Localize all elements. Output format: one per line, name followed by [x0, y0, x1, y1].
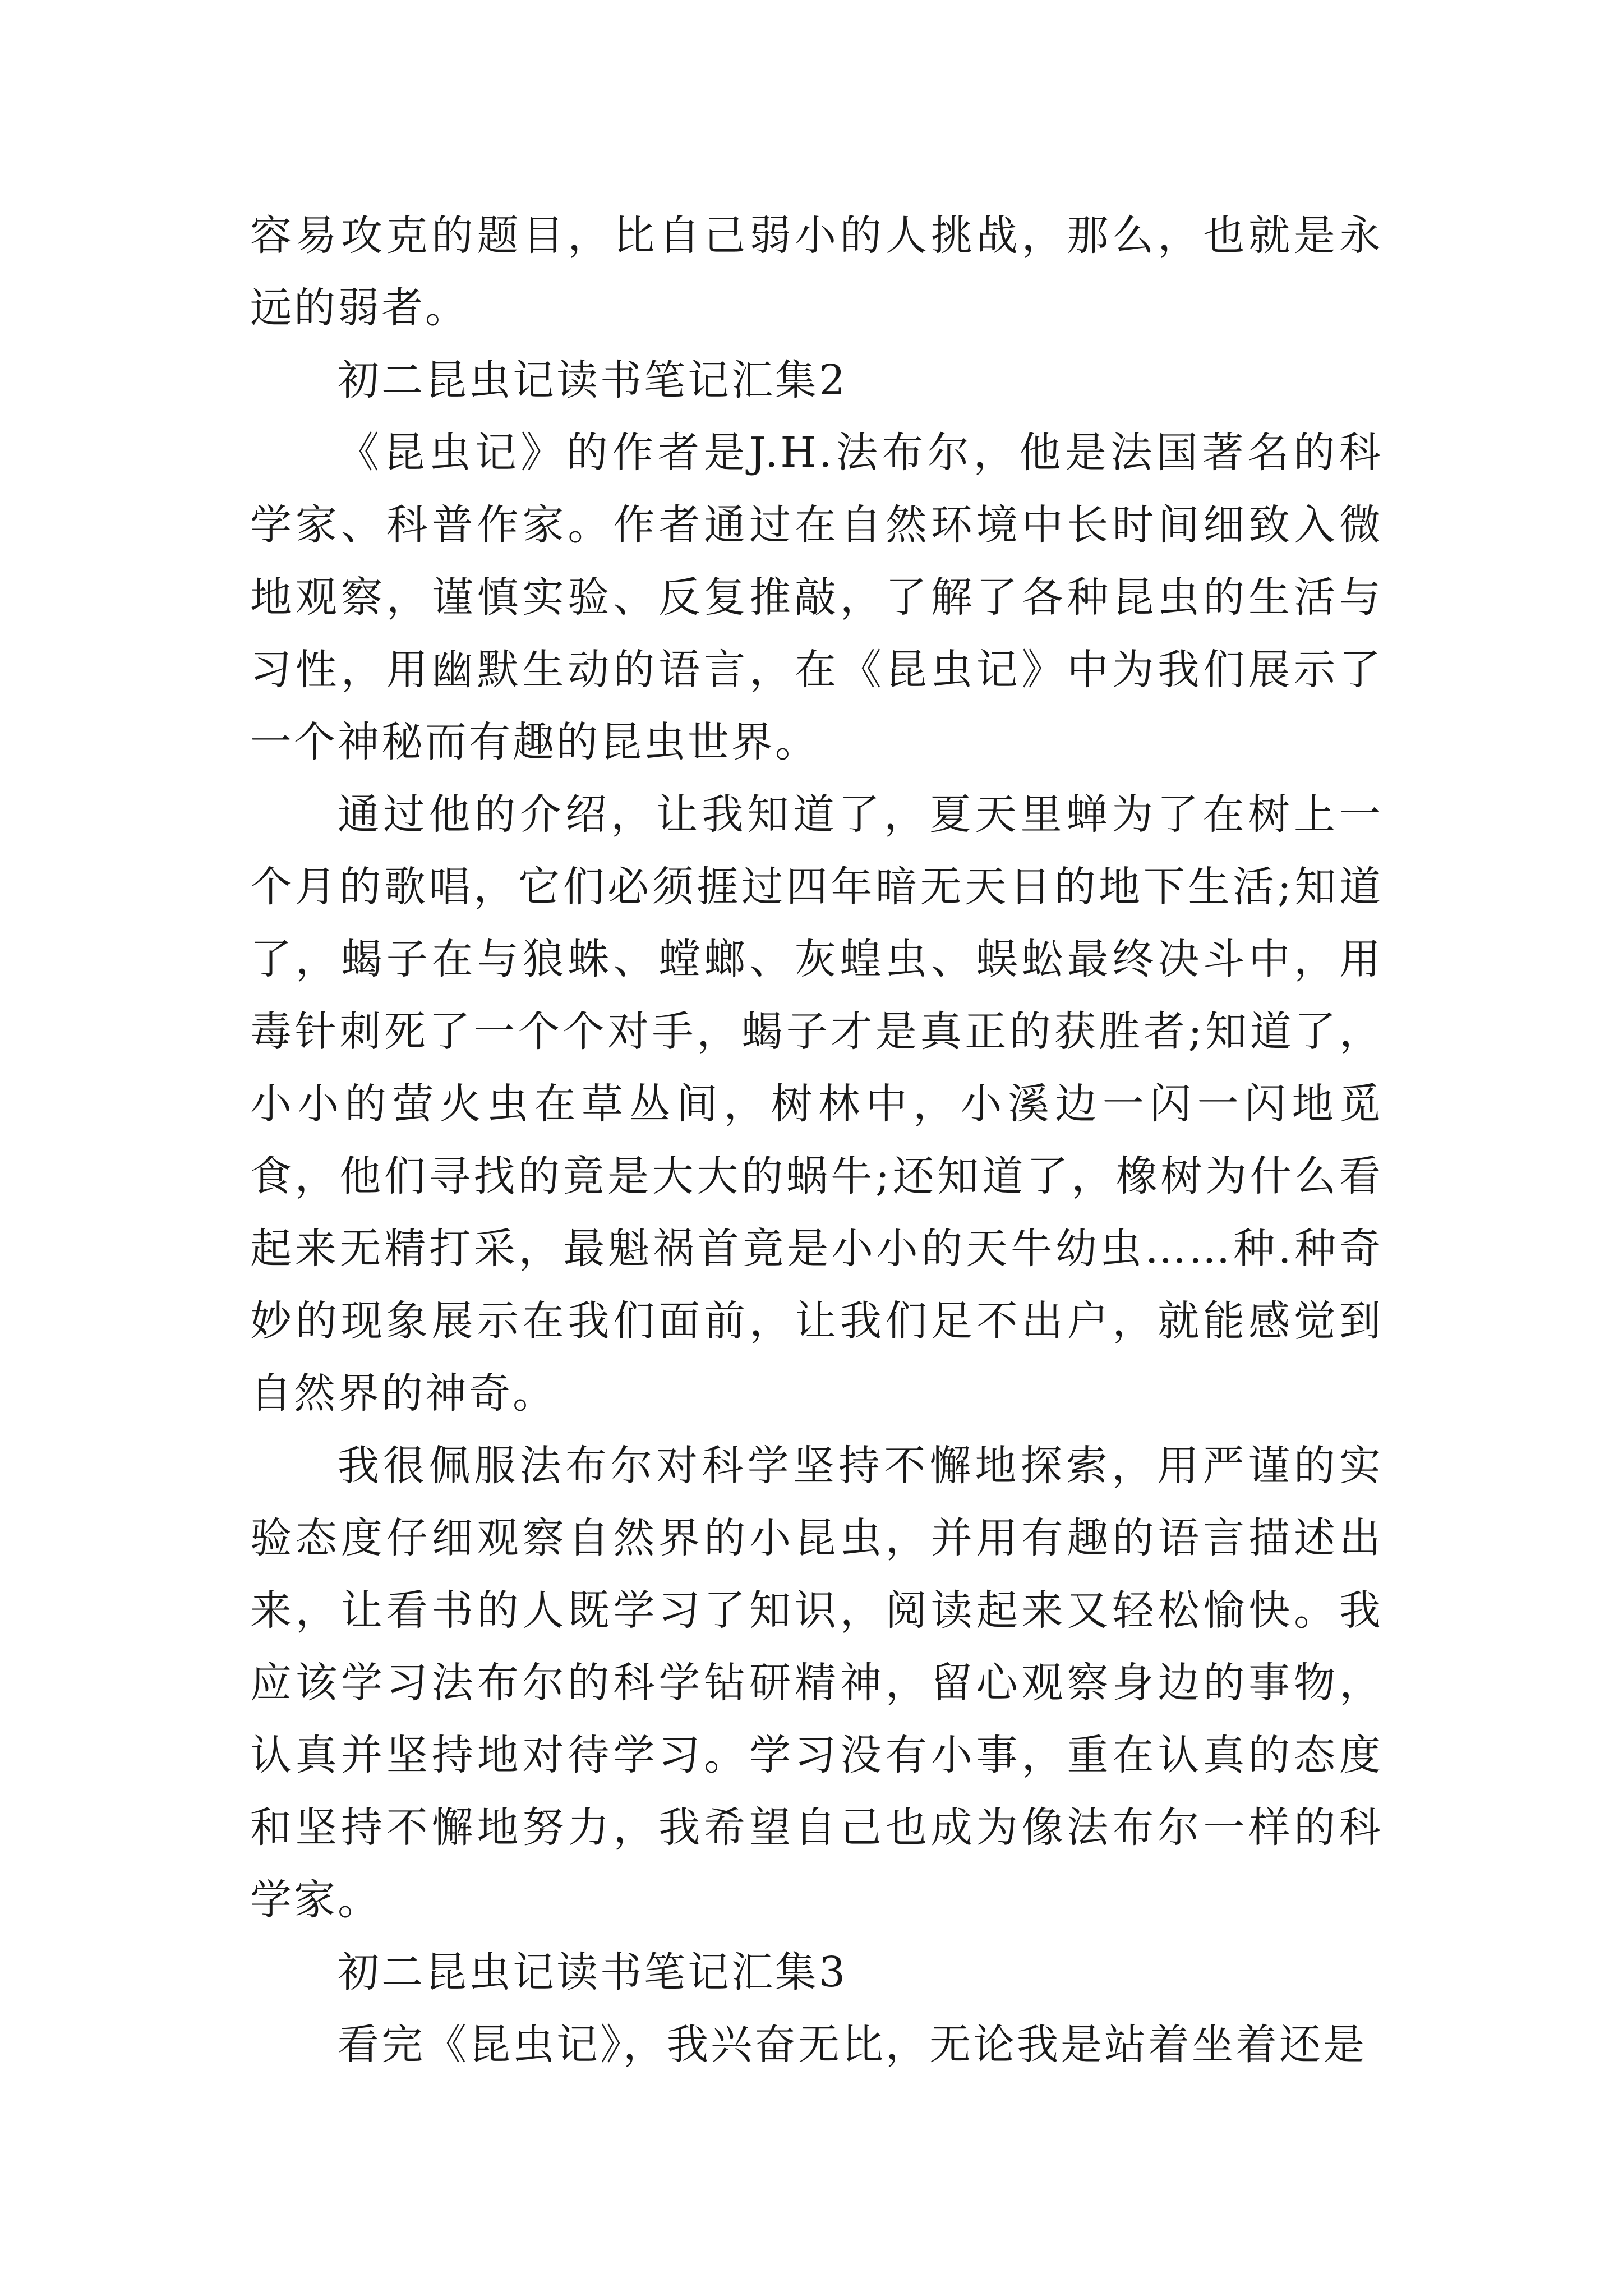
section-heading-3: 初二昆虫记读书笔记汇集3 [338, 1948, 848, 1996]
document-body [250, 200, 1383, 2081]
paragraph-continuation: 容易攻克的题目，比自己弱小的人挑战，那么，也就是永远的弱者。 [250, 211, 1383, 332]
paragraph-author-intro: 《昆虫记》的作者是J.H.法布尔，他是法国著名的科学家、科普作家。作者通过在自然环境中长时间细致入微地观察，谨慎实验、反复推敲，了解了各种昆虫的生活与习性，用幽默生动的语言，在《昆虫记》中为我们展示了一个神秘而有趣的昆虫世界。 [250, 429, 1383, 766]
section-heading-2: 初二昆虫记读书笔记汇集2 [338, 356, 848, 404]
paragraph-reflection-start: 看完《昆虫记》，我兴奋无比，无论我是站着坐着还是 [338, 2021, 1367, 2069]
paragraph-admiration: 我很佩服法布尔对科学坚持不懈地探索，用严谨的实验态度仔细观察自然界的小昆虫，并用有趣的语言描述出来，让看书的人既学习了知识，阅读起来又轻松愉快。我应该学习法布尔的科学钻研精神，留心观察身边的事物，认真并坚持地对待学习。学习没有小事，重在认真的态度和坚持不懈地努力，我希望自己也成为像法布尔一样的科学家。 [250, 1442, 1383, 1924]
paragraph-insect-facts: 通过他的介绍，让我知道了，夏天里蝉为了在树上一个月的歌唱，它们必须捱过四年暗无天日的地下生活;知道了，蝎子在与狼蛛、螳螂、灰蝗虫、蜈蚣最终决斗中，用毒针刺死了一个个对手，蝎子才是真正的获胜者;知道了，小小的萤火虫在草丛间，树林中，小溪边一闪一闪地觅食，他们寻找的竟是大大的蜗牛;还知道了，橡树为什么看起来无精打采，最魁祸首竟是小小的天牛幼虫……种.种奇妙的现象展示在我们面前，让我们足不出户，就能感觉到自然界的神奇。 [250, 790, 1383, 1418]
